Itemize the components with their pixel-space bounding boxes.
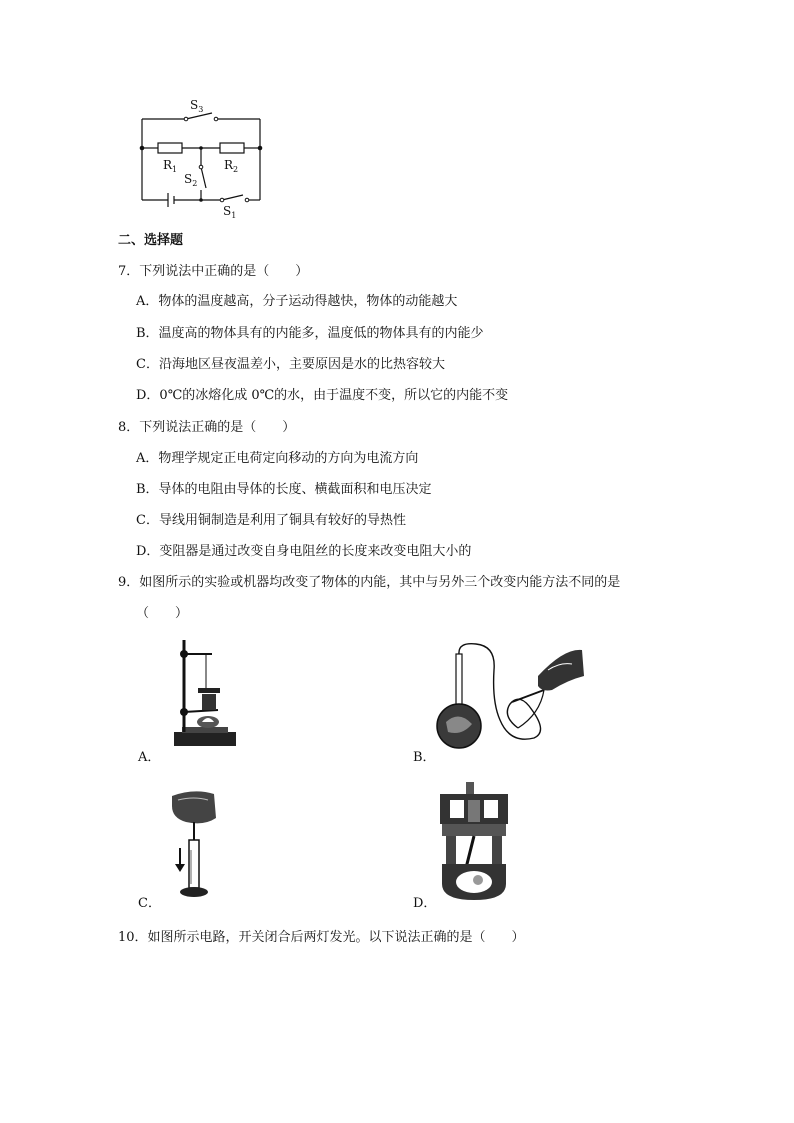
question-9-stem: 9．如图所示的实验或机器均改变了物体的内能，其中与另外三个改变内能方法不同的是 <box>118 575 621 590</box>
question-7-option-a: A．物体的温度越高，分子运动得越快，物体的动能越大 <box>136 294 458 309</box>
question-7-option-d: D．0℃的冰熔化成 0℃的水，由于温度不变，所以它的内能不变 <box>136 388 509 403</box>
label-s1: S <box>223 204 232 218</box>
question-7-option-b: B．温度高的物体具有的内能多，温度低的物体具有的内能少 <box>136 326 484 341</box>
svg-text:R1 <box>163 158 177 174</box>
svg-text:S3 <box>190 98 203 114</box>
figure-c-label: C． <box>138 896 161 911</box>
question-9-stem-continued: （ ） <box>136 606 189 621</box>
question-8-option-b: B．导体的电阻由导体的长度、横截面积和电压决定 <box>136 482 432 497</box>
label-s3-sub: 3 <box>198 105 204 114</box>
section-title: 二、选择题 <box>118 233 184 248</box>
figure-d-engine <box>434 780 514 904</box>
figure-a-label: A． <box>138 750 161 765</box>
label-s1-sub: 1 <box>231 211 237 220</box>
svg-text:S1 <box>223 204 236 220</box>
figure-b-label: B． <box>413 750 436 765</box>
question-10-stem: 10．如图所示电路，开关闭合后两灯发光。以下说法正确的是（ ） <box>118 930 525 945</box>
label-r2-sub: 2 <box>233 165 239 174</box>
circuit-diagram <box>130 92 280 222</box>
label-r1-sub: 1 <box>172 165 178 174</box>
question-8-stem: 8．下列说法正确的是（ ） <box>118 420 296 435</box>
question-8-option-a: A．物理学规定正电荷定向移动的方向为电流方向 <box>136 451 419 466</box>
label-r1: R <box>163 158 173 172</box>
figure-d-label: D． <box>413 896 437 911</box>
svg-text:S2 <box>184 172 197 188</box>
figure-b-flask-experiment <box>436 640 586 756</box>
label-s2: S <box>184 172 193 186</box>
label-s3: S <box>190 98 199 112</box>
question-7-stem: 7．下列说法中正确的是（ ） <box>118 264 309 279</box>
label-s2-sub: 2 <box>192 179 198 188</box>
question-7-option-c: C．沿海地区昼夜温差小，主要原因是水的比热容较大 <box>136 357 445 372</box>
label-r2: R <box>224 158 234 172</box>
figure-c-fire-syringe <box>164 788 224 904</box>
question-8-option-c: C．导线用铜制造是利用了铜具有较好的导热性 <box>136 513 406 528</box>
svg-text:R2 <box>224 158 238 174</box>
figure-a-heating-apparatus <box>168 636 242 752</box>
question-8-option-d: D．变阻器是通过改变自身电阻丝的长度来改变电阻大小的 <box>136 544 472 559</box>
